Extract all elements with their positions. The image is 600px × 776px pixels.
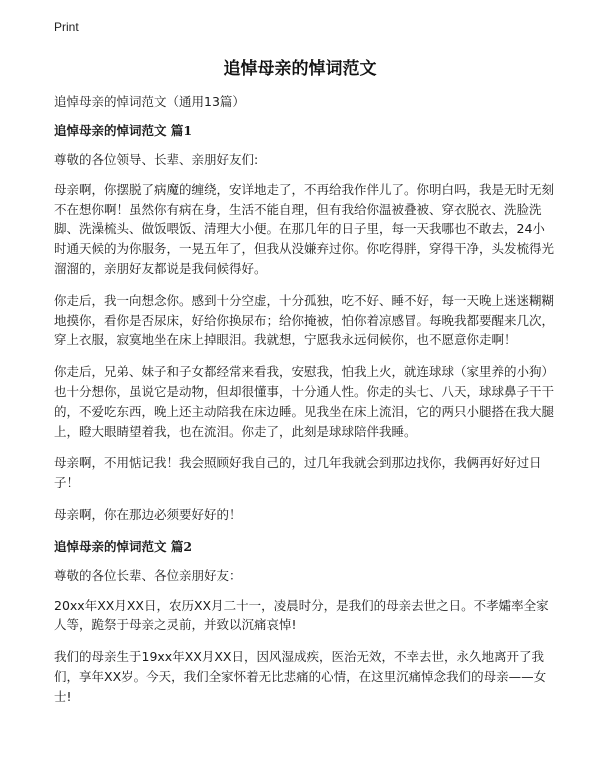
paragraph: 母亲啊，你摆脱了病魔的缠绕，安详地走了，不再给我作伴儿了。你明白吗，我是无时无刻不在想你啊！虽然你有病在身，生活不能自理，但有我给你温被叠被、穿衣脱衣、洗脸洗脚、洗澡梳头、做饭喂饭、清理大小便。在那几年的日子里，每一天我哪也不敢去，24小时通天候的为你服务，一晃五年了，但我从没嫌弃过你。你吃得胖，穿得干净，头发梳得光溜溜的，亲朋好友都说是我伺候得好。 [54,181,555,276]
section-heading: 追悼母亲的悼词范文 篇2 [54,538,193,554]
document-body [54,92,554,719]
paragraph: 你走后，我一向想念你。感到十分空虚，十分孤独，吃不好、睡不好，每一天晚上迷迷糊糊地摸你，看你是否尿床，好给你换尿布；给你掩被，怕你着凉感冒。每晚我都要醒来几次，穿上衣服，寂寞地坐在床上掉眼泪。我就想，宁愿我永远伺候你，也不愿意你走啊！ [54,292,555,348]
section-greeting: 尊敬的各位长辈、各位亲朋好友： [54,567,242,583]
paragraph: 我们的母亲生于19xx年XX月XX日，因风湿成疾，医治无效，不幸去世，永久地离开了我们，享年XX岁。今天，我们全家怀着无比悲痛的心情，在这里沉痛悼念我们的母亲——女士! [54,649,547,704]
paragraph: 母亲啊，你在那边必须要好好的！ [54,506,242,522]
section-2 [54,537,554,707]
paragraph: 你走后，兄弟、妹子和子女都经常来看我，安慰我，怕我上火，就连球球（家里养的小狗）也十分想你，虽说它是动物，但却很懂事，十分通人性。你走的头七、八天，球球鼻子干干的，不爱吃东西，晚上还主动陪我在床边睡。见我坐在床上流泪，它的两只小腿搭在我大腿上，瞪大眼睛望着我，也在流泪。你走了，此刻是球球陪伴我睡。 [54,364,555,439]
page-title: 追悼母亲的悼词范文 [223,59,377,79]
paragraph: 20xx年XX月XX日，农历XX月二十一，凌晨时分，是我们的母亲去世之日。不孝孀率全家人等，跪祭于母亲之灵前，并致以沉痛哀悼! [54,597,549,633]
section-1 [54,121,554,525]
paragraph: 母亲啊，不用惦记我！我会照顾好我自己的，过几年我就会到那边找你，我俩再好好过日子！ [54,455,542,491]
print-link[interactable]: Print [54,20,79,34]
document-subtitle: 追悼母亲的悼词范文（通用13篇） [54,94,245,109]
section-greeting: 尊敬的各位领导、长辈、亲朋好友们: [54,152,259,167]
section-heading: 追悼母亲的悼词范文 篇1 [54,123,193,138]
